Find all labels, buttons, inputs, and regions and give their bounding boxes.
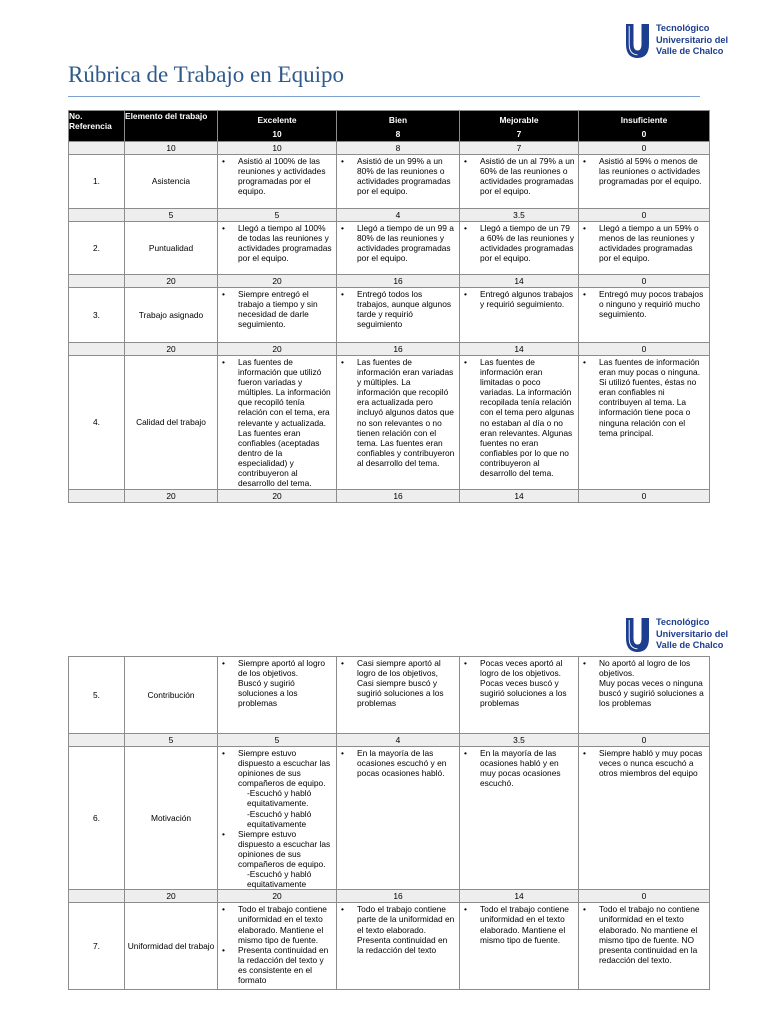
descriptor-continuation: Pocas veces buscó y sugirió soluciones a los problemas (480, 678, 567, 709)
score-cell: 16 (337, 343, 460, 356)
score-row (69, 275, 710, 288)
level-points: 0 (641, 129, 647, 140)
descriptor: • Asistió al 59% o menos de las reuniones o actividades programadas por el equipo. (579, 156, 706, 186)
descriptor-list (218, 903, 336, 985)
score-cell: 0 (579, 142, 710, 155)
criterion-name: Calidad del trabajo (125, 356, 218, 490)
descriptor-list (218, 657, 336, 708)
level-cell-insuficiente (579, 288, 710, 343)
logo-line: Valle de Chalco (656, 46, 724, 57)
descriptor: • Asistió al 100% de las reuniones y actividades programadas por el equipo. (218, 156, 333, 196)
header-level-insuficiente (579, 111, 710, 142)
descriptor-subline: -Escuchó y habló equitativamente (247, 808, 312, 829)
score-cell: 20 (218, 275, 337, 288)
logo-line: Universitario del (656, 628, 728, 639)
title-underline (68, 96, 700, 97)
header-ref: No. Referencia (69, 111, 125, 142)
level-cell-excelente (218, 657, 337, 734)
header-element: Elemento del trabajo (125, 111, 218, 142)
descriptor: • Todo el trabajo contiene uniformidad en el texto elaborado. Mantiene el mismo tipo de fuente. (460, 904, 575, 944)
descriptor: • Entregó algunos trabajos y requirió seguimiento. (460, 289, 575, 309)
criterion-name: Puntualidad (125, 222, 218, 275)
ref-number: 7. (69, 903, 125, 990)
descriptor: • Las fuentes de información eran variadas y múltiples. La información que recopiló era actualizada pero incluyó algunos datos que no son relevantes o no tienen relación con el tema. Las fuentes eran confiables y contribuyeron al desarrollo del tema. (337, 357, 456, 468)
descriptor-list (218, 288, 336, 329)
score-cell: 20 (125, 890, 218, 903)
descriptor-list (579, 747, 709, 778)
logo-text (656, 617, 728, 652)
score-cell: 16 (337, 275, 460, 288)
u-shield-icon (626, 24, 649, 58)
descriptor: • Las fuentes de información eran limitadas o poco variadas. La información recopilada tenía relación con el tema pero algunas no estaban al día o no eran relevantes. Algunas fuentes no eran confiables por lo que no contribuyeron al desarrollo del tema. (460, 357, 575, 478)
level-cell-bien (337, 288, 460, 343)
level-label: Mejorable (499, 115, 539, 125)
descriptor-list (218, 356, 336, 488)
ref-number: 1. (69, 155, 125, 209)
descriptor-list (460, 356, 578, 478)
score-cell: 0 (579, 890, 710, 903)
score-row (69, 209, 710, 222)
descriptor-list (579, 903, 709, 965)
descriptor-list (218, 155, 336, 196)
descriptor-list (337, 356, 459, 468)
header-level-bien (337, 111, 460, 142)
score-cell: 5 (218, 209, 337, 222)
descriptor-subline: -Escuchó y habló equitativamente. (247, 788, 312, 809)
descriptor-list (460, 288, 578, 309)
level-cell-insuficiente (579, 356, 710, 490)
score-cell: 16 (337, 490, 460, 503)
descriptor: • Entregó todos los trabajos, aunque algunos tarde y requirió seguimiento (337, 289, 456, 329)
level-cell-bien (337, 356, 460, 490)
criterion-row (69, 657, 710, 734)
level-cell-mejorable (460, 155, 579, 209)
score-cell: 10 (218, 142, 337, 155)
score-cell: 14 (460, 275, 579, 288)
header-level-mejorable (460, 111, 579, 142)
descriptor-list (460, 657, 578, 708)
descriptor-list (460, 222, 578, 263)
descriptor-list (460, 903, 578, 944)
score-cell: 4 (337, 734, 460, 747)
descriptor-list (337, 903, 459, 954)
score-cell: 5 (218, 734, 337, 747)
level-label: Bien (388, 115, 408, 125)
descriptor: • Todo el trabajo contiene parte de la uniformidad en el texto elaborado. Presenta continuidad en la redacción del texto (337, 904, 456, 954)
u-shield-icon (626, 618, 649, 652)
logo-line: Tecnológico (656, 617, 710, 627)
score-cell: 14 (460, 343, 579, 356)
score-cell: 20 (218, 490, 337, 503)
score-ref-cell (69, 490, 125, 503)
descriptor: • Pocas veces aportó al logro de los objetivos. (460, 658, 575, 678)
criterion-row (69, 155, 710, 209)
score-cell: 5 (125, 209, 218, 222)
descriptor-list (218, 222, 336, 263)
score-ref-cell (69, 142, 125, 155)
score-cell: 0 (579, 490, 710, 503)
level-cell-excelente (218, 288, 337, 343)
descriptor: • Asistió de un al 79% a un 60% de las reuniones o actividades programadas por el equipo. (460, 156, 575, 196)
level-cell-bien (337, 747, 460, 890)
descriptor: • Las fuentes de información eran muy pocas o ninguna. Si utilizó fuentes, éstas no eran confiables ni contribuyen al tema. La información tiene poca o ninguna relación con el tema principal. (579, 357, 706, 438)
descriptor-list (579, 657, 709, 708)
score-row (69, 490, 710, 503)
rubric-table-page-1 (68, 110, 710, 503)
level-cell-insuficiente (579, 657, 710, 734)
level-cell-bien (337, 222, 460, 275)
level-cell-insuficiente (579, 903, 710, 990)
institution-logo (626, 617, 738, 657)
descriptor: • Presenta continuidad en la redacción del texto y es consistente en el formato (218, 945, 333, 985)
descriptor: • Siempre habló y muy pocas veces o nunca escuchó a otros miembros del equipo (579, 748, 706, 778)
level-cell-excelente (218, 903, 337, 990)
header-row (69, 111, 710, 142)
logo-text (656, 23, 728, 58)
criterion-name: Uniformidad del trabajo (125, 903, 218, 990)
descriptor: • Llegó a tiempo de un 79 a 60% de las reuniones y actividades programadas por el equipo. (460, 223, 575, 263)
ref-number: 6. (69, 747, 125, 890)
score-cell: 20 (125, 490, 218, 503)
descriptor: • Casi siempre aportó al logro de los objetivos, (337, 658, 456, 678)
descriptor: • En la mayoría de las ocasiones escuchó y en pocas ocasiones habló. (337, 748, 456, 778)
descriptor: • En la mayoría de las ocasiones habló y en muy pocas ocasiones escuchó. (460, 748, 575, 788)
score-cell: 10 (125, 142, 218, 155)
criterion-name: Contribución (125, 657, 218, 734)
score-cell: 7 (460, 142, 579, 155)
descriptor-continuation: Buscó y sugirió soluciones a los problemas (238, 678, 298, 709)
descriptor-list (460, 155, 578, 196)
score-cell: 0 (579, 275, 710, 288)
score-cell: 20 (218, 343, 337, 356)
level-cell-mejorable (460, 222, 579, 275)
ref-number: 3. (69, 288, 125, 343)
descriptor-list (337, 657, 459, 708)
score-cell: 0 (579, 343, 710, 356)
level-cell-mejorable (460, 288, 579, 343)
criterion-row (69, 222, 710, 275)
level-cell-excelente (218, 222, 337, 275)
criterion-row (69, 747, 710, 890)
descriptor-list (579, 222, 709, 263)
criterion-name: Trabajo asignado (125, 288, 218, 343)
descriptor-list (337, 288, 459, 329)
criterion-row (69, 356, 710, 490)
score-cell: 20 (125, 275, 218, 288)
criterion-row (69, 288, 710, 343)
score-row (69, 142, 710, 155)
score-cell: 0 (579, 209, 710, 222)
level-cell-mejorable (460, 903, 579, 990)
level-cell-insuficiente (579, 222, 710, 275)
descriptor: • Siempre estuvo dispuesto a escuchar las opiniones de sus compañeros de equipo. (218, 829, 333, 869)
ref-number: 2. (69, 222, 125, 275)
level-cell-excelente (218, 747, 337, 890)
score-cell: 4 (337, 209, 460, 222)
level-cell-bien (337, 155, 460, 209)
score-cell: 0 (579, 734, 710, 747)
level-cell-mejorable (460, 747, 579, 890)
ref-number: 4. (69, 356, 125, 490)
descriptor: • Siempre estuvo dispuesto a escuchar las opiniones de sus compañeros de equipo. (218, 748, 333, 788)
logo-line: Tecnológico (656, 23, 710, 33)
score-ref-cell (69, 734, 125, 747)
descriptor: • Asistió de un 99% a un 80% de las reuniones o actividades programadas por el equipo. (337, 156, 456, 196)
rubric-table-page-2 (68, 656, 710, 990)
descriptor: • Siempre entregó el trabajo a tiempo y sin necesidad de darle seguimiento. (218, 289, 333, 329)
descriptor-list (218, 747, 336, 889)
criterion-name: Asistencia (125, 155, 218, 209)
logo-line: Valle de Chalco (656, 640, 724, 651)
score-cell: 20 (125, 343, 218, 356)
score-cell: 5 (125, 734, 218, 747)
descriptor: • Todo el trabajo no contiene uniformidad en el texto elaborado. No mantiene el mismo tipo de fuente. NO presenta continuidad en la redacción del texto. (579, 904, 706, 965)
score-ref-cell (69, 890, 125, 903)
level-cell-excelente (218, 356, 337, 490)
descriptor-list (337, 222, 459, 263)
level-points: 8 (395, 129, 401, 140)
descriptor-list (337, 747, 459, 778)
level-cell-insuficiente (579, 155, 710, 209)
descriptor: • Llegó a tiempo de un 99 a 80% de las reuniones y actividades programadas por el equipo. (337, 223, 456, 263)
criterion-row (69, 903, 710, 990)
level-cell-bien (337, 903, 460, 990)
score-row (69, 890, 710, 903)
descriptor: • Todo el trabajo contiene uniformidad en el texto elaborado. Mantiene el mismo tipo de fuente. (218, 904, 333, 944)
page-title: Rúbrica de Trabajo en Equipo (68, 62, 344, 87)
descriptor: • Las fuentes de información que utilizó fueron variadas y múltiples. La información que recopiló tenía relación con el tema, era relevante y actualizada. Las fuentes eran confiables (aceptadas dentro de la especialidad) y contribuyeron al desarrollo del tema. (218, 357, 333, 488)
score-cell: 20 (218, 890, 337, 903)
descriptor-continuation: Casi siempre buscó y sugirió soluciones a los problemas (357, 678, 444, 709)
descriptor-continuation: Muy pocas veces o ninguna buscó y sugirió soluciones a los problemas (599, 678, 704, 709)
level-points: 10 (272, 129, 282, 140)
score-cell: 3.5 (460, 209, 579, 222)
score-row (69, 343, 710, 356)
level-cell-insuficiente (579, 747, 710, 890)
descriptor-list (579, 356, 709, 438)
level-label: Excelente (257, 115, 297, 125)
institution-logo (626, 23, 738, 63)
logo-line: Universitario del (656, 34, 728, 45)
criterion-name: Motivación (125, 747, 218, 890)
score-cell: 8 (337, 142, 460, 155)
level-label: Insuficiente (620, 115, 668, 125)
level-cell-mejorable (460, 657, 579, 734)
descriptor-list (337, 155, 459, 196)
score-ref-cell (69, 343, 125, 356)
level-cell-excelente (218, 155, 337, 209)
descriptor: • No aportó al logro de los objetivos. (579, 658, 706, 678)
level-cell-mejorable (460, 356, 579, 490)
score-row (69, 734, 710, 747)
descriptor: • Siempre aportó al logro de los objetivos. (218, 658, 333, 678)
header-level-excelente (218, 111, 337, 142)
score-cell: 14 (460, 490, 579, 503)
score-cell: 3.5 (460, 734, 579, 747)
score-cell: 14 (460, 890, 579, 903)
descriptor: • Llegó a tiempo al 100% de todas las reuniones y actividades programadas por el equipo. (218, 223, 333, 263)
descriptor: • Llegó a tiempo a un 59% o menos de las reuniones y actividades programadas por el equipo. (579, 223, 706, 263)
descriptor-list (579, 155, 709, 186)
level-cell-bien (337, 657, 460, 734)
score-ref-cell (69, 275, 125, 288)
descriptor-subline: -Escuchó y habló equitativamente (247, 869, 312, 890)
descriptor-list (460, 747, 578, 788)
score-cell: 16 (337, 890, 460, 903)
level-points: 7 (516, 129, 522, 140)
score-ref-cell (69, 209, 125, 222)
ref-number: 5. (69, 657, 125, 734)
descriptor: • Entregó muy pocos trabajos o ninguno y requirió mucho seguimiento. (579, 289, 706, 319)
descriptor-list (579, 288, 709, 319)
